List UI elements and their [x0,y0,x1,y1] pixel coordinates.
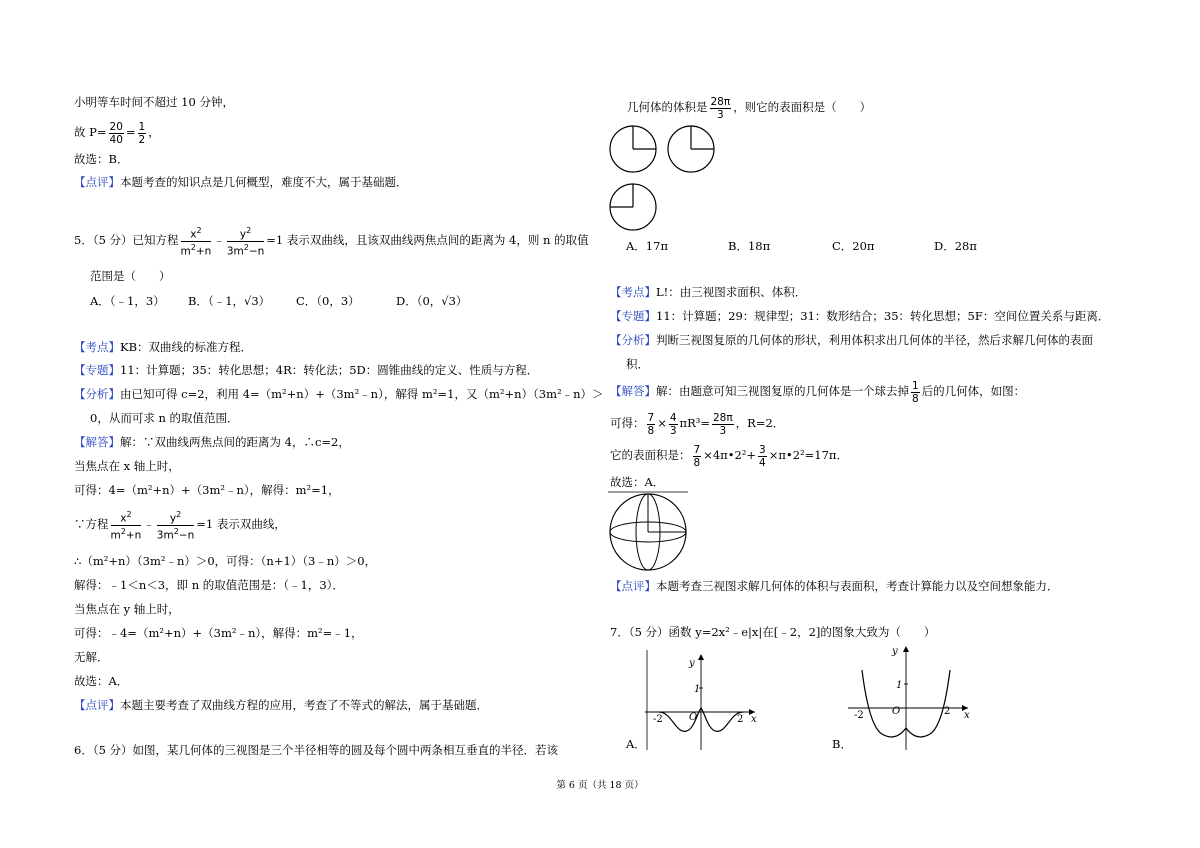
text: 11：计算题；35：转化思想；4R：转化法；5D：圆锥曲线的定义、性质与方程． [120,363,539,377]
fraction [710,96,732,121]
fraction [758,444,767,469]
numerator: 1 [138,120,146,133]
text: 它的表面积是： [610,448,691,462]
text: ，R=2． [735,416,785,430]
y-axis-arrow [698,654,704,660]
fraction [181,225,212,257]
tick-label: 2 [944,706,951,717]
section-tag: 【点评】 [74,698,120,712]
fraction [111,509,142,541]
fraction [647,412,656,437]
section-tag: 【点评】 [610,579,656,593]
numerator: 4 [669,411,677,424]
tick-label: 1 [694,684,701,695]
graph-b [848,642,973,750]
numerator: 28π [710,95,731,108]
text: 本题考查三视图求解几何体的体积与表面积，考查计算能力以及空间想象能力． [656,579,1059,593]
tick-label: -2 [653,714,663,725]
text: ，则它的表面积是（ ） [733,100,872,114]
fraction [227,225,264,257]
numerator: 7 [647,411,655,424]
denominator: $3m^2-n$ [226,242,265,257]
section-tag: 【分析】 [74,387,120,401]
section-tag: 【分析】 [610,333,656,347]
numerator: 20 [109,120,123,133]
denominator: 40 [109,133,123,146]
denominator: 8 [693,456,701,469]
denominator: 3 [717,108,724,121]
sphere-diagram [608,492,690,574]
text: L!：由三视图求面积、体积． [656,285,807,299]
comment-line [74,697,488,713]
fenxi-line [610,332,1093,348]
numerator: $x^2$ [111,509,142,526]
text: =1 表示双曲线， [196,517,286,531]
option-a: A．17π [626,239,668,253]
text: 判断三视图复原的几何体的形状，利用体积求出几何体的半径，然后求解几何体的表面 [656,333,1093,347]
section-tag: 【专题】 [74,363,120,377]
text: 后的几何体，如图： [921,384,1026,398]
section-tag: 【考点】 [610,285,656,299]
text-line: 故选：A． [74,674,129,688]
numerator: 1 [912,379,919,392]
option-b: B．（﹣1，√3） [188,294,271,308]
graph-a [645,650,760,750]
three-view-diagram [608,124,718,234]
fraction [138,121,147,146]
numerator: 3 [759,443,766,456]
fraction [157,509,194,541]
text-line: 故选：B． [74,152,129,166]
page-footer: 第 6 页（共 18 页） [556,780,644,791]
text-line: 0，从而可求 n 的取值范围． [90,411,239,425]
numerator: 28π [712,411,733,424]
origin-label: O [689,712,698,723]
section-tag: 【解答】 [610,384,656,398]
y-label: y [689,658,695,669]
text: 几何体的体积是 [627,100,708,114]
fenxi-line [74,386,604,402]
comment-line [610,578,1059,594]
text-line: 当焦点在 x 轴上时， [74,459,180,473]
section-tag: 【解答】 [74,435,120,449]
text: ×π•2²=17π． [768,448,848,462]
volume-line [627,90,871,124]
numerator: $x^2$ [181,225,212,242]
denominator: 8 [912,392,919,405]
x-label: x [964,710,970,721]
question-5 [74,222,589,258]
text-line: 无解． [74,650,109,664]
option-d: D．28π [934,239,977,253]
text: 解：∵双曲线两焦点间的距离为 4，∴c=2， [120,435,350,449]
option-a: A．（﹣1，3） [90,294,165,308]
text: 本题考查的知识点是几何概型，难度不大，属于基础题． [120,175,408,189]
text: ×4π•2²+ [703,448,757,462]
tick-label: 2 [737,714,744,725]
text-line: 当焦点在 y 轴上时， [74,602,180,616]
y-axis-arrow [903,646,909,652]
text-line: 可得：4=（m²+n）+（3m²﹣n），解得：m²=1， [74,483,340,497]
option-b: B．18π [728,239,771,253]
question-6: 6．（5 分）如图，某几何体的三视图是三个半径相等的圆及每个圆中两条相互垂直的半径．若该 [74,743,559,757]
y-label: y [892,646,898,657]
text: =1 表示双曲线，且该双曲线两焦点间的距离为 4，则 n 的取值 [266,233,589,247]
kaodian-line [610,284,806,300]
jieda-line [610,374,1025,408]
text: KB：双曲线的标准方程． [120,340,253,354]
volume-equation: 可得： $\frac{7}{8}$ × $\frac{4}{3}$ πR³= $\frac{28\pi}{3}$ ，R=2． [610,411,785,437]
text: ∵方程 [74,517,109,531]
section-tag: 【考点】 [74,340,120,354]
option-b-label: B． [832,737,852,751]
text: πR³= [679,416,710,430]
probability-line [74,118,160,146]
comment-line [74,174,408,190]
text: 11：计算题；29：规律型；31：数形结合；35：转化思想；5F：空间位置关系与距离． [656,309,1110,323]
option-c: C．20π [832,239,875,253]
text: ﹣ [213,233,225,247]
text-line: 范围是（ ） [90,269,171,283]
zhuanti-line [74,362,538,378]
denominator: $m^2+n$ [110,526,142,541]
text: 可得： [610,416,645,430]
denominator: 8 [647,424,655,437]
fraction [669,412,678,437]
section-tag: 【专题】 [610,309,656,323]
denominator: $3m^2-n$ [156,526,195,541]
denominator: 4 [759,456,766,469]
text-line: 故选：A． [610,475,665,489]
text: 本题主要考查了双曲线方程的应用，考查了不等式的解法，属于基础题． [120,698,488,712]
tick-label: -2 [854,710,864,721]
numerator: $y^2$ [157,509,194,526]
section-tag: 【点评】 [74,175,120,189]
area-equation [610,440,848,470]
zhuanti-line [610,308,1109,324]
text: 由已知可得 c=2，利用 4=（m²+n）+（3m²﹣n），解得 m²=1，又（m²+n）（3m²﹣n）＞ [120,387,604,401]
equation-line [74,506,286,542]
tick-label: 1 [896,680,903,691]
numerator: $y^2$ [227,225,264,242]
text: 故 P= [74,125,107,139]
denominator: 3 [719,424,727,437]
x-label: x [751,714,757,725]
text: 解：由题意可知三视图复原的几何体是一个球去掉 [656,384,909,398]
numerator: 7 [693,443,701,456]
kaodian-line [74,339,252,355]
text-line: 可得：﹣4=（m²+n）+（3m²﹣n），解得：m²=﹣1， [74,626,363,640]
option-a-label: A． [626,737,646,751]
denominator: 3 [669,424,677,437]
question-7: 7．（5 分）函数 y=2x²﹣e|x|在[﹣2，2]的图象大致为（ ） [610,625,936,639]
denominator: $m^2+n$ [180,242,212,257]
text: ， [148,125,160,139]
origin-label: O [892,706,901,717]
fraction [911,380,920,405]
fraction [693,444,702,469]
text-line: ∴（m²+n）（3m²﹣n）＞0，可得：（n+1）（3﹣n）＞0， [74,554,377,568]
option-c: C．（0，3） [296,294,360,308]
jieda-line [74,434,350,450]
text: 5．（5 分）已知方程 [74,233,179,247]
fraction [712,412,734,437]
text-line: 小明等车时间不超过 10 分钟， [74,95,234,109]
option-d: D．（0，√3） [396,294,468,308]
text: = [125,125,136,139]
denominator: 2 [138,133,146,146]
text-line: 积． [626,357,649,371]
text-line: 解得：﹣1＜n＜3，即 n 的取值范围是：（﹣1，3）． [74,578,344,592]
fraction [109,121,124,146]
text: ﹣ [143,517,155,531]
